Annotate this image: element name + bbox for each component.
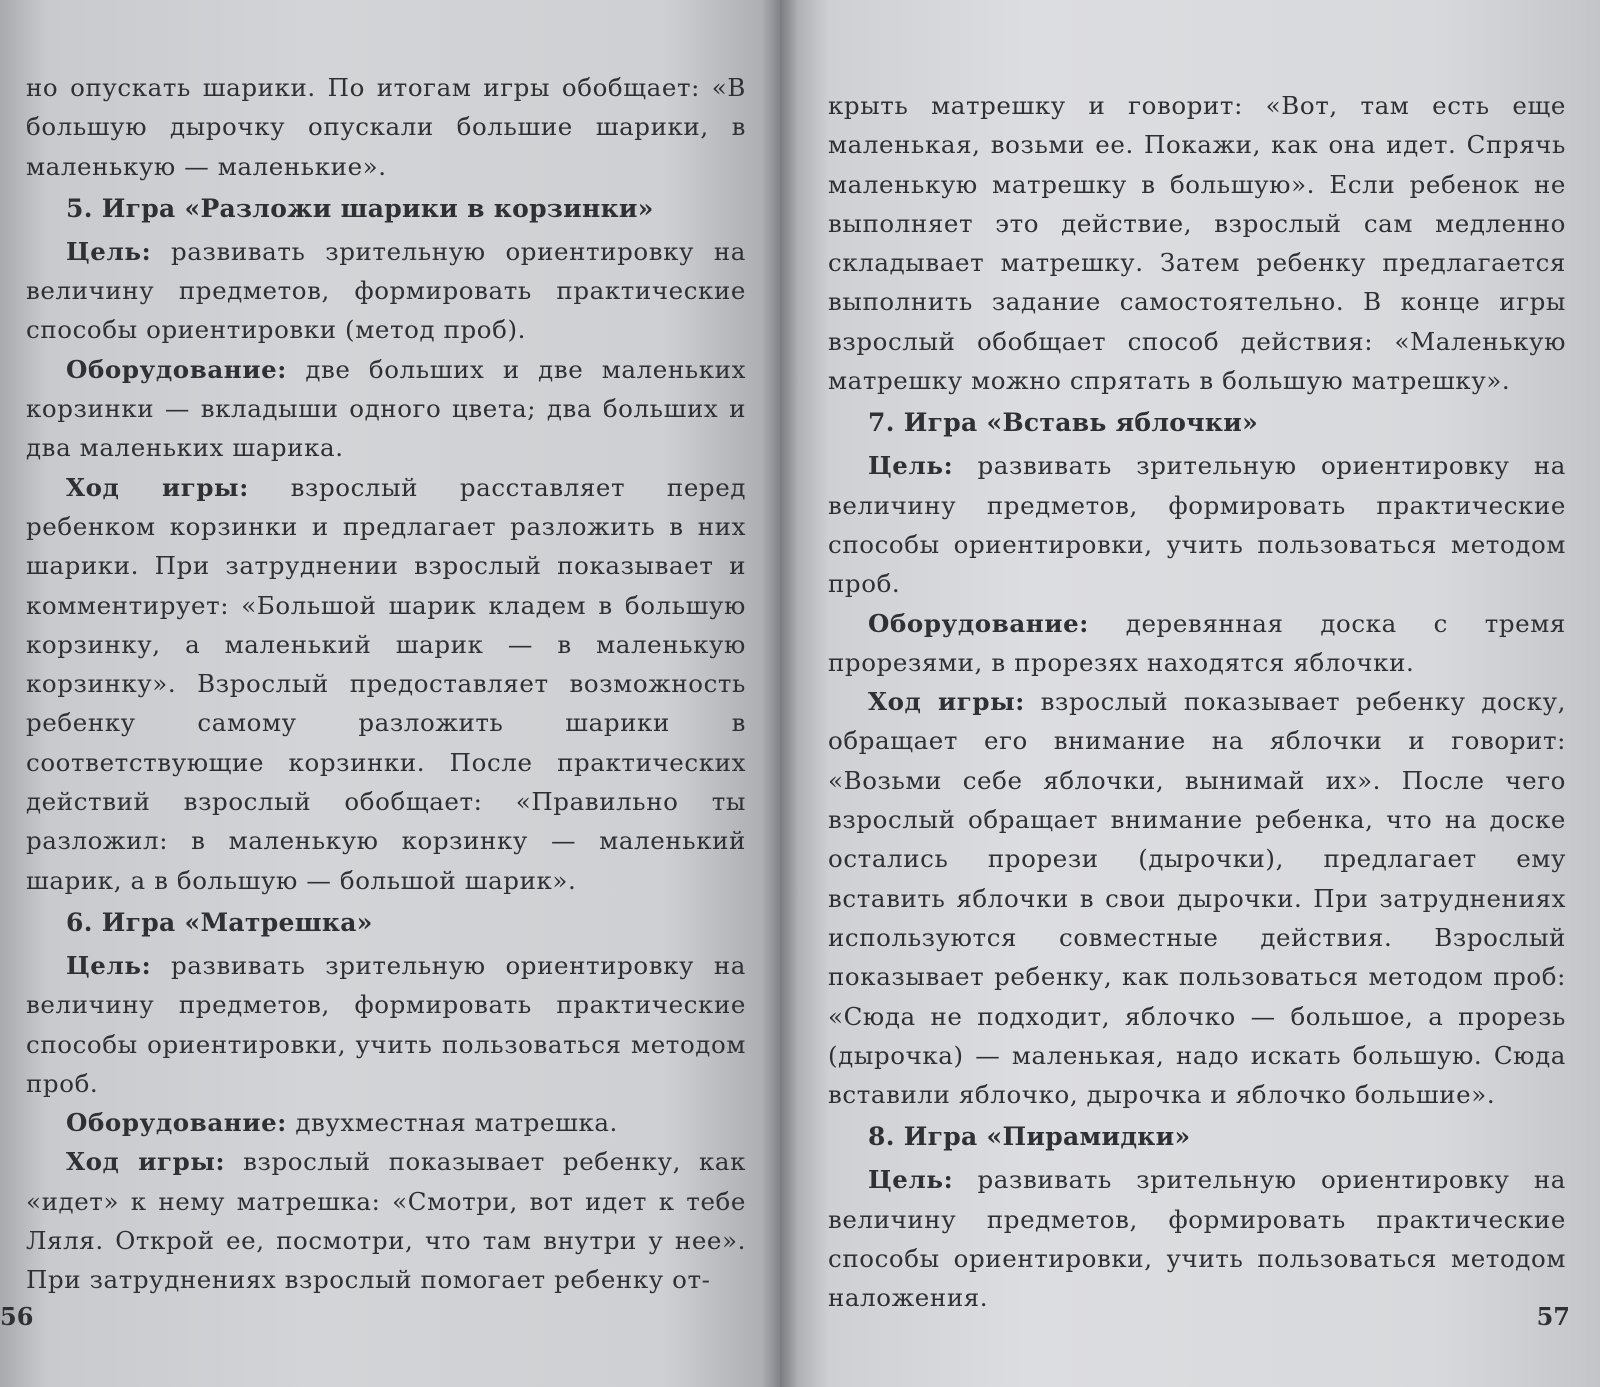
- right-page-number: 57: [1536, 1302, 1570, 1331]
- paragraph: [828, 86, 1566, 400]
- paragraph-text: развивать зрительную ориентировку на величину предметов, формировать практические способы ориентировки (метод проб).: [26, 236, 746, 345]
- left-page-text: [26, 68, 746, 1300]
- paragraph-text: но опускать шарики. По итогам игры обобщает: «В большую дырочку опускали большие шарики, в маленькую — маленькие».: [26, 73, 746, 181]
- left-page: [0, 0, 780, 1387]
- book-gutter: [762, 0, 798, 1387]
- paragraph-label: Ход игры:: [66, 1147, 226, 1177]
- paragraph-label: Ход игры:: [868, 687, 1025, 717]
- paragraph-label: Цель:: [868, 1165, 954, 1195]
- paragraph: [26, 468, 746, 900]
- paragraph: [26, 350, 746, 468]
- paragraph-text: крыть матрешку и говорит: «Вот, там есть еще маленькая, возьми ее. Покажи, как она идет. Спрячь маленькую матрешку в большую». Если ребенок не выполняет это действие, взрослый сам медленно складывает матрешку. Затем ребенку предлагается выполнить задание самостоятельно. В конце игры взрослый обобщает способ действия: «Маленькую матрешку можно спрятать в большую матрешку».: [828, 91, 1566, 396]
- paragraph-text: развивать зрительную ориентировку на величину предметов, формировать практические способы ориентировки, учить пользоваться методом наложения.: [828, 1165, 1566, 1313]
- section-heading: 6. Игра «Матрешка»: [66, 907, 373, 937]
- paragraph: [828, 604, 1566, 683]
- paragraph: [26, 1142, 746, 1299]
- paragraph-text: деревянная доска с тремя прорезями, в прорезях находятся яблочки.: [828, 608, 1566, 677]
- section-heading: 7. Игра «Вставь яблочки»: [868, 408, 1258, 438]
- paragraph-text: развивать зрительную ориентировку на величину предметов, формировать практические способы ориентировки, учить пользоваться методом проб.: [828, 451, 1566, 599]
- paragraph: [26, 68, 746, 186]
- paragraph-label: Ход игры:: [66, 472, 249, 502]
- paragraph: [828, 682, 1566, 1114]
- left-page-number: 56: [0, 1302, 34, 1331]
- paragraph-text: развивать зрительную ориентировку на величину предметов, формировать практические способы ориентировки, учить пользоваться методом проб.: [26, 950, 746, 1098]
- paragraph: [828, 1160, 1566, 1317]
- paragraph-label: Оборудование:: [868, 608, 1089, 638]
- paragraph: [26, 1103, 746, 1142]
- paragraph: [26, 946, 746, 1103]
- paragraph-label: Цель:: [868, 451, 954, 481]
- paragraph-label: Оборудование:: [66, 354, 287, 384]
- paragraph-label: Оборудование:: [66, 1108, 287, 1138]
- paragraph: [828, 446, 1566, 603]
- paragraph: [26, 232, 746, 350]
- paragraph-text: двухместная матрешка.: [286, 1108, 618, 1138]
- section-heading: 8. Игра «Пирамидки»: [868, 1122, 1191, 1152]
- paragraph-text: взрослый показывает ребенку, как «идет» к нему матрешка: «Смотри, вот идет к тебе Ляля. Открой ее, посмотри, что там внутри у нее». При затруднениях взрослый помогает ребенку от-: [26, 1147, 747, 1295]
- paragraph-text: взрослый показывает ребенку доску, обращает его внимание на яблочки и говорит: «Возьми себе яблочки, вынимай их». После чего взрослый обращает внимание ребенка, что на доске остались прорези (дырочки), предлагает ему вставить яблочки в свои дырочки. При затруднениях используются совместные действия. Взрослый показывает ребенку, как пользоваться методом проб: «Сюда не подходит, яблочко — большое, а прорезь (дырочка) — маленькая, надо искать большую. Сюда вставили яблочко, дырочка и яблочко большие».: [828, 687, 1567, 1110]
- paragraph-text: взрослый расставляет перед ребенком корзинки и предлагает разложить в них шарики. При затруднении взрослый показывает и комментирует: «Большой шарик кладем в большую корзинку, а маленький шарик — в маленькую корзинку». Взрослый предоставляет возможность ребенку самому разложить шарики в соответствующие корзинки. После практических действий взрослый обобщает: «Правильно ты разложил: в маленькую корзинку — маленький шарик, а в большую — большой шарик».: [26, 472, 747, 895]
- paragraph-label: Цель:: [66, 950, 152, 980]
- section-heading: 5. Игра «Разложи шарики в корзинки»: [66, 193, 654, 223]
- right-page-text: [828, 86, 1566, 1318]
- paragraph-text: две больших и две маленьких корзинки — вкладыши одного цвета; два больших и два маленьких шарика.: [26, 354, 746, 463]
- right-page: [780, 0, 1600, 1387]
- paragraph-label: Цель:: [66, 236, 152, 266]
